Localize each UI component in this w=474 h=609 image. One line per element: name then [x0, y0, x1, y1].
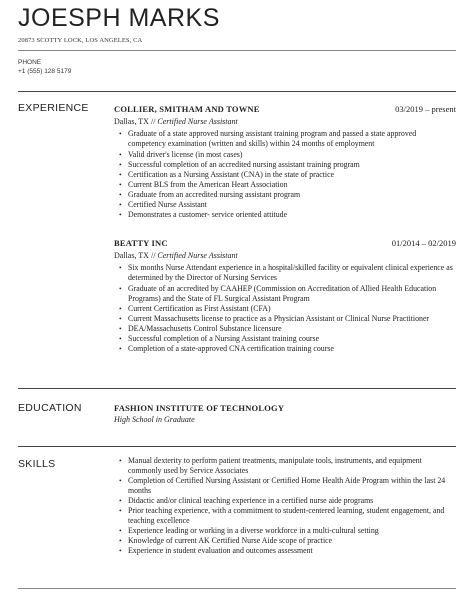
bullet-item: • Graduate of an accredited by CAAHEP (Commission on Accreditation of Allied Health Education Programs) and the State of FL Surgical Assistant Program — [128, 284, 456, 304]
job-location-title — [114, 117, 456, 127]
bullet-item: • Completion of a state-approved CNA certification training course — [128, 344, 456, 354]
bullet-item: • Six months Nurse Attendant experience in a hospital/skilled facility or equivalent clinical experience as determined by the Director of Nursing Services — [128, 263, 456, 283]
bullet-item: • Demonstrates a customer- service oriented attitude — [128, 210, 456, 220]
school-name: FASHION INSTITUTE OF TECHNOLOGY — [114, 403, 285, 413]
bullet-item: • Successful completion of an accredited nursing assistant training program — [128, 160, 456, 170]
company-name: BEATTY INC — [114, 238, 168, 248]
company-name: COLLIER, SMITHAM AND TOWNE — [114, 104, 260, 114]
experience-entry — [114, 238, 456, 354]
candidate-address: 20873 SCOTTY LOCK, LOS ANGELES, CA — [18, 37, 143, 44]
footer-divider — [18, 588, 456, 589]
bullet-item: • Successful completion of a Nursing Assistant training course — [128, 334, 456, 344]
skill-item: • Prior teaching experience, with a commitment to student-centered learning, student engagement, and teaching excellence — [128, 506, 456, 526]
bullet-item: • Certified Nurse Assistant — [128, 200, 456, 210]
experience-bullets — [114, 263, 456, 353]
phone-number: +1 (555) 128 5179 — [18, 68, 72, 75]
employment-dates: 03/2019 – present — [395, 104, 456, 114]
separator: // — [148, 251, 158, 260]
skills-entry — [114, 456, 456, 556]
section-divider — [18, 388, 456, 389]
experience-entry — [114, 104, 456, 220]
section-divider — [18, 91, 456, 92]
bullet-item: • Current Certification as First Assistant (CFA) — [128, 304, 456, 314]
job-location-title — [114, 251, 456, 261]
skills-list — [114, 456, 456, 556]
employment-dates: 01/2014 – 02/2019 — [391, 238, 456, 248]
skill-item: • Completion of Certified Nursing Assistant or Certified Home Health Aide Program within the last 24 months — [128, 476, 456, 496]
bullet-item: • Graduate of a state approved nursing assistant training program and passed a state approved competency examination (written and skills) within 24 months of employment — [128, 129, 456, 149]
job-title: Certified Nurse Assistant — [157, 117, 238, 126]
experience-section-title: EXPERIENCE — [18, 102, 89, 114]
education-entry — [114, 403, 456, 424]
skill-item: • Didactic and/or clinical teaching experience in a certified nurse aide programs — [128, 496, 456, 506]
bullet-item: • DEA/Massachusetts Control Substance licensure — [128, 324, 456, 334]
job-title: Certified Nurse Assistant — [157, 251, 238, 260]
bullet-item: • Graduate from an accredited nursing assistant program — [128, 190, 456, 200]
separator: // — [148, 117, 158, 126]
candidate-name: JOESPH MARKS — [18, 4, 220, 32]
bullet-item: • Valid driver's license (in most cases) — [128, 150, 456, 160]
job-location: Dallas, TX — [114, 251, 149, 260]
skill-item: • Experience leading or working in a diverse workforce in a multi-cultural setting — [128, 526, 456, 536]
experience-header — [114, 104, 456, 115]
section-divider — [18, 446, 456, 447]
skill-item: • Experience in student evaluation and outcomes assessment — [128, 546, 456, 556]
education-section-title: EDUCATION — [18, 402, 82, 414]
header-divider — [18, 50, 456, 51]
skill-item: • Knowledge of current AK Certified Nurse Aide scope of practice — [128, 536, 456, 546]
skill-item: • Manual dexterity to perform patient treatments, manipulate tools, instruments, and equipment commonly used by Service Associates — [128, 456, 456, 476]
bullet-item: • Certification as a Nursing Assistant (CNA) in the state of practice — [128, 170, 456, 180]
skills-section-title: SKILLS — [18, 458, 56, 470]
bullet-item: • Current BLS from the American Heart Association — [128, 180, 456, 190]
experience-header — [114, 238, 456, 249]
phone-label: PHONE — [18, 59, 42, 66]
experience-bullets — [114, 129, 456, 219]
degree: High School in Graduate — [114, 415, 195, 424]
job-location: Dallas, TX — [114, 117, 149, 126]
bullet-item: • Current Massachusetts license to practice as a Physician Assistant or Clinical Nurse Practitioner — [128, 314, 456, 324]
